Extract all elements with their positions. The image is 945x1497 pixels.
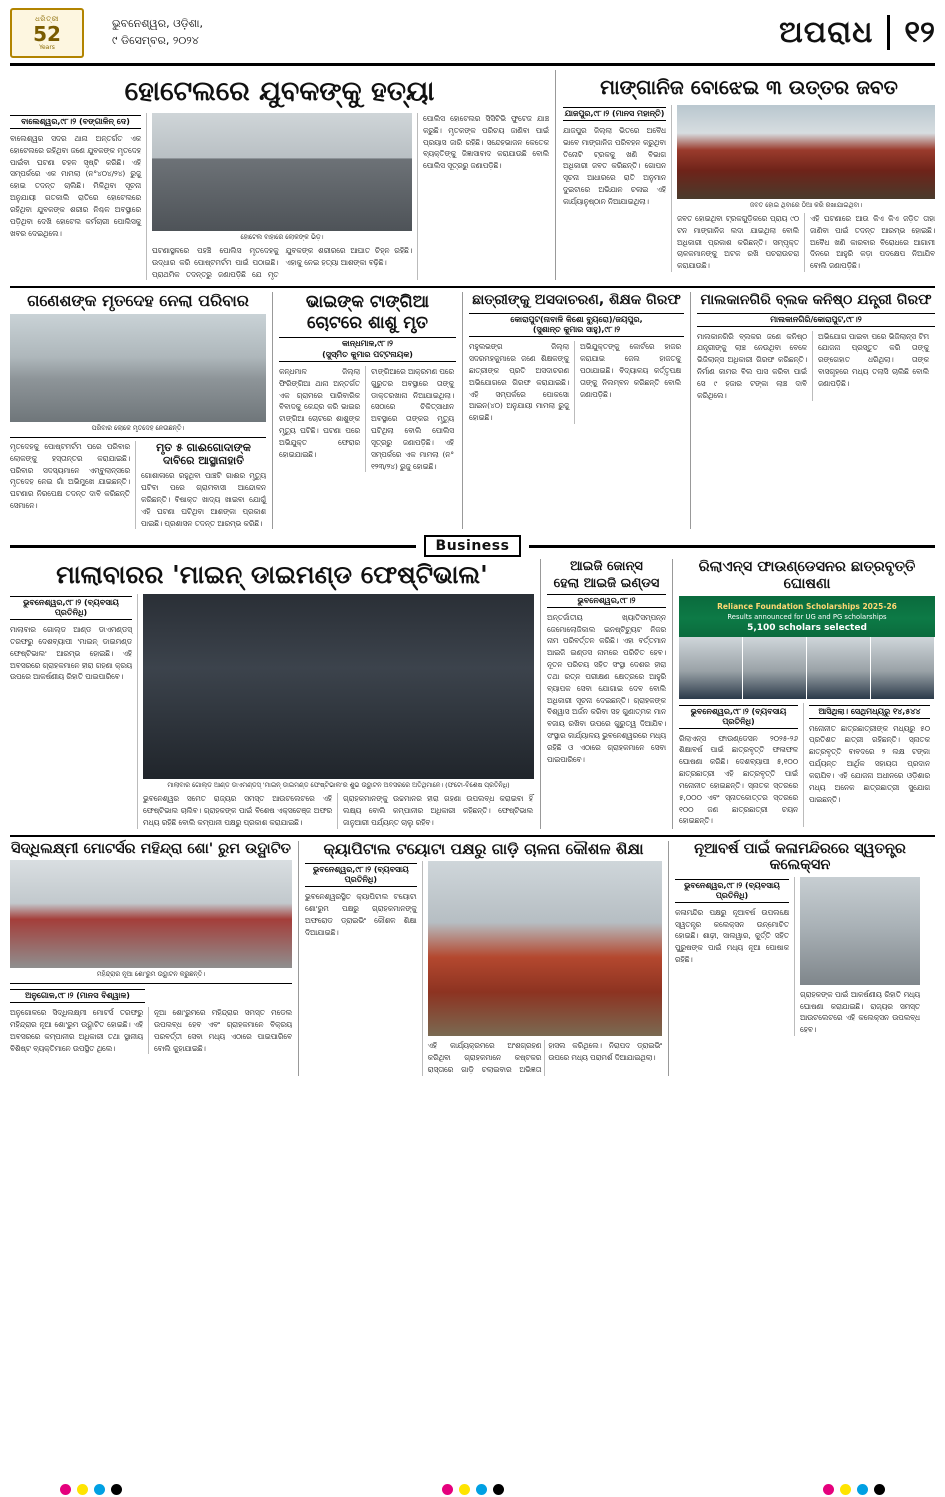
logo-anniversary-number: 52 [33,21,61,46]
lead-left-col1: ବାଲେଶ୍ୱର ସଦର ଥାନା ଅନ୍ତର୍ଗତ ଏକ ହୋଟେଲରେ ରହିଥିବା ଜଣେ ଯୁବକଙ୍କ ମୃତଦେହ ପାଇଁବା ଘଟଣା ଚହଳ ସୃଷ୍ଟି କରିଛି। ଏହି ସମ୍ପର୍କରେ ଏକ ମାମଲା (ନ°୪୦୪/୨୪) ରୁଜୁ ହୋଇ ତଦନ୍ତ ଚାଲିଛି। ମିଳିଥିବା ସୂଚନା ଅନୁଯାୟୀ ଗତକାଲି ରାତିରେ ହୋଟେଲରେ ରହିଥିବା ଯୁବକଙ୍କ ଶରୀର ନିଶ୍ଚଳ ଅବସ୍ଥାରେ ପଡ଼ିଥିବା ଦେଖି ହୋଟେଲ କର୍ମଚାରୀ ପୋଲିସକୁ ଖବର ଦେଇଥିଲେ। [10,134,141,238]
swatch-magenta [442,1484,453,1495]
reliance-banner-line2: Results announced for UG and PG scholarships [727,612,887,621]
malkangiri-col1: ମାଲକାନଗିରି ବ୍ଲକର ଜଣେ କନିଷ୍ଠ ଯନ୍ତ୍ରୀଙ୍କୁ ଲାଞ୍ଚ ନେଉଥିବା ବେଳେ ଭିଜିଲାନ୍ସ ଅଧିକାରୀ ଗିରଫ କରିଛନ୍ତି। ନିର୍ମାଣ କାମର ବିଲ ପାସ କରିବା ପାଇଁ ସେ ୯ ହଜାର ଟଙ୍କା ଲାଞ୍ଚ ଦାବି କରିଥିଲେ। [697,331,807,400]
igi-text: ଅନ୍ତର୍ଜାତୀୟ ଖ୍ୟାତିସମ୍ପନ୍ନ ଜେମୋଲୋଜିକାଲ ଇନଷ୍ଟିଚ୍ୟୁଟ ନିଜର ନାମ ପରିବର୍ତ୍ତନ କରିଛି। ଏହା ବର୍ତ୍ତମାନ ଆଇଜି ଇଣ୍ଡସ ନାମରେ ପରିଚିତ ହେବ। ନୂତନ ପରିଚୟ ସହିତ ସଂସ୍ଥା ଦେଶର ହୀରା ତଥା ରତ୍ନ ପରୀକ୍ଷଣ କ୍ଷେତ୍ରରେ ଆହୁରି ବ୍ୟାପକ ସେବା ଯୋଗାଇ ଦେବ ବୋଲି ଅଧିକାରୀ ସୂଚନା ଦେଇଛନ୍ତି। ଗ୍ରାହକଙ୍କ ବିଶ୍ୱାସ ଅର୍ଜନ କରିବା ସହ ଗୁଣାତ୍ମକ ମାନ ବଜାୟ ରଖିବା ଉପରେ ଗୁରୁତ୍ୱ ଦିଆଯିବ। ସଂସ୍ଥାର କାର୍ଯ୍ୟାଳୟ ଭୁବନେଶ୍ୱରରେ ମଧ୍ୟ ରହିଛି ଓ ଏଠାରେ ଗ୍ରାହକମାନେ ସେବା ପାଇପାରିବେ। [547,612,666,764]
masthead [10,6,935,66]
lead-left-photo-caption: ହୋଟେଲ ବାହାରେ ଲୋକଙ୍କ ଭିଡ଼। [240,233,324,242]
swatches-right [823,1484,885,1495]
business-label: Business [424,535,522,557]
swatch-cyan [857,1484,868,1495]
teacher-col2: ଅଭିଯୁକ୍ତଙ୍କୁ କୋର୍ଟରେ ହାଜର କରାଯାଇ ଜେଲ ହାଜତକୁ ପଠାଯାଇଛି। ବିଦ୍ୟାଳୟ କର୍ତ୍ତୃପକ୍ଷ ତାଙ୍କୁ ନିଲମ୍ବନ କରିଛନ୍ତି ବୋଲି ଜଣାପଡ଼ିଛି। [580,342,681,399]
teacher-col1: ମହୁଲଭଙ୍ଗ ଜିଲ୍ଲା ସଦରମହକୁମାରେ ଜଣେ ଶିକ୍ଷକଙ୍କୁ ଛାତ୍ରୀଙ୍କ ପ୍ରତି ଅସଦାଚରଣ ଅଭିଯୋଗରେ ଗିରଫ କରାଯାଇଛି। ଏହି ସମ୍ପର୍କରେ ପୋକସୋ ଆଇନ(୪୦) ଅନୁଯାୟୀ ମାମଲା ରୁଜୁ ହୋଇଛି। [469,342,569,423]
toyota-col1: ଭୁବନେଶ୍ୱରସ୍ଥିତ କ୍ୟାପିଟାଲ ଟୟୋଟା ଶୋ'ରୁମ ପକ୍ଷରୁ ଗ୍ରାହକମାନଙ୍କୁ ଅଫରୋଡ ଡ୍ରାଇଭିଂ କୌଶଳ ଶିକ୍ଷା ଦିଆଯାଇଛି। [305,892,417,937]
lead-right-col2: ଜବତ ହୋଇଥିବା ଟ୍ରକଗୁଡ଼ିକରେ ପ୍ରାୟ ୯୦ ଟନ ମାଙ୍ଗାନିଜ ଲଦା ଯାଇଥିଲା ବୋଲି ଅଧିକାରୀ ପ୍ରକାଶ କରିଛନ୍ତି। ସମ୍ପୃକ୍ତ ଚାଳକମାନଙ୍କୁ ଅଟକ ରଖି ପଚରାଉଚରା କରାଯାଉଛି। [677,214,799,271]
sidhilaxmi-photo [10,860,292,968]
igi-dateline: ଭୁବନେଶ୍ୱର,୯୮।୨ [547,594,666,608]
story-dead-5 [136,441,266,529]
swatch-yellow [840,1484,851,1495]
taangia-headline-line2: ଚୋଟରେ ଶାଶୁ ମୃତ [306,312,429,333]
story-toyota [298,841,668,1076]
sidhilaxmi-headline: ସିଦ୍ଧିଲକ୍ଷ୍ମୀ ମୋଟର୍ସର ମହିନ୍ଦ୍ରା ଶୋ' ରୁମ ଉଦ୍ଘାଟିତ [11,840,291,857]
middle-stories-row [10,292,935,529]
malabar-photo [143,594,534,779]
malkangiri-col2: ଅଭିଯୋଗ ପାଇବା ପରେ ଭିଜିଲାନ୍ସ ଟିମ ଯୋଜନା ପ୍ରସ୍ତୁତ କରି ତାଙ୍କୁ ରଙ୍ଗେହାତ ଧରିଥିଲା। ତାଙ୍କ ବାସଗୃହରେ ମଧ୍ୟ ତଲାସି ଚାଲିଛି ବୋଲି ଜଣାପଡ଼ିଛି। [818,331,929,388]
sidhilaxmi-dateline: ଅନୁଗୋଳ,୯୮।୨ (ମାନସ ବିଶ୍ୱାଳ) [10,989,145,1003]
lead-right-headline: ମାଙ୍ଗାନିଜ ବୋଝେଇ ୩ ଉତ୍ତର ଜବତ [600,75,898,99]
page-number: ୧୨ [887,15,935,50]
toyota-col2: ଏହି କାର୍ଯ୍ୟକ୍ରମରେ ଅଂଶଗ୍ରହଣ କରିଥିବା ଗ୍ରାହକମାନେ କଷ୍ଟକର ରାସ୍ତାରେ ଗାଡ଼ି ଚଲାଇବାର ଅଭିଜ୍ଞତା ହାସଲ କରିଥିଲେ। ନିରାପଦ ଡ୍ରାଇଭିଂ ଉପରେ ମଧ୍ୟ ପରାମର୍ଶ ଦିଆଯାଇଥିଲା। [427,1041,662,1074]
taangia-col2: ଟାଙ୍ଗିଆରେ ଆକ୍ରମଣ ପରେ ଗୁରୁତର ଅବସ୍ଥାରେ ତାଙ୍କୁ ଡାକ୍ତରଖାନା ନିଆଯାଇଥିଲା। ସେଠାରେ ଚିକିତ୍ସାଧୀନ ଅବସ୍ଥାରେ ତାଙ୍କର ମୃତ୍ୟୁ ଘଟିଥିଲା ବୋଲି ପୋଲିସ ସୂତ୍ରରୁ ଜଣାପଡ଼ିଛି। ଏହି ସମ୍ପର୍କରେ ଏକ ମାମଲା (ନ° ୧୨୩/୨୪) ରୁଜୁ ହୋଇଛି। [371,367,454,471]
teacher-dateline-line2: (ସୁଶାନ୍ତ କୁମାର ସାହୁ),୯୮।୨ [532,324,621,334]
swatch-black [493,1484,504,1495]
igi-headline-line2: ହେଲା ଆଇଜି ଇଣ୍ଡସ [553,575,660,591]
reliance-headline: ରିଲାଏନ୍ସ ଫାଉଣ୍ଡେସନର ଛାତ୍ରବୃତ୍ତି ଘୋଷଣା [698,559,916,592]
logo-name: ଧରିତ୍ରୀ [35,14,59,23]
taangia-dateline-line2: (ସୁସ୍ମିତ କୁମାର ପଟ୍ଟନାୟକ) [322,349,413,359]
reliance-banner-line1: Reliance Foundation Scholarships 2025-26 [717,601,897,611]
toyota-photo [428,861,662,1036]
taangia-col1: କନ୍ଧମାଳ ଜିଲ୍ଲା ଫିରିଙ୍ଗିଆ ଥାନା ଅନ୍ତର୍ଗତ ଏକ ଗ୍ରାମରେ ପାରିବାରିକ ବିବାଦକୁ କେନ୍ଦ୍ର କରି ଭାଇର ଟାଙ୍ଗିଆ ଚୋଟରେ ଶାଶୁଙ୍କ ମୃତ୍ୟୁ ଘଟିଛି। ଘଟଣା ପରେ ଅଭିଯୁକ୍ତ ଫେରାର ହୋଇଯାଇଛି। [279,367,360,459]
lead-left-photo [152,113,412,231]
story-kalamandir [668,841,925,1076]
swatches-left [60,1484,122,1495]
lead-right-col3: ଏହି ଘଟଣାରେ ଆଉ କିଏ କିଏ ଜଡ଼ିତ ତାହା ଜାଣିବା ପାଇଁ ତଦନ୍ତ ଆରମ୍ଭ ହୋଇଛି। ଅବୈଧ ଖଣି କାରବାର ବିରୋଧରେ ଆଗାମୀ ଦିନରେ ଆହୁରି କଡ଼ା ପଦକ୍ଷେପ ନିଆଯିବ ବୋଲି ଜଣାପଡ଼ିଛି। [810,214,935,271]
reliance-col2: ମନୋନୀତ ଛାତ୍ରଛାତ୍ରୀଙ୍କ ମଧ୍ୟରୁ ୫୦ ପ୍ରତିଶତ ଛାତ୍ରୀ ରହିଛନ୍ତି। ସ୍ନାତକ ଛାତ୍ରବୃତ୍ତି ବାବଦରେ ୨ ଲକ୍ଷ ଟଙ୍କା ପର୍ଯ୍ୟନ୍ତ ଆର୍ଥିକ ସହାୟତା ପ୍ରଦାନ କରାଯିବ। ଏହି ଯୋଜନା ଅଧୀନରେ ଓଡ଼ିଶାର ମଧ୍ୟ ଅନେକ ଛାତ୍ରଛାତ୍ରୀ ସୁଯୋଗ ପାଇଛନ୍ତି। [809,723,930,804]
story-sidhilaxmi [10,841,298,1076]
top-lead-row [10,70,935,280]
reliance-dateline-right: ଆସିଥିଲା। ସେଥିମଧ୍ୟରୁ ୧୪,୫୪୪ [809,705,930,719]
swatch-magenta [60,1484,71,1495]
ganesh-caption: ପରିବାର ଲୋକେ ମୃତଦେହ ନେଉଛନ୍ତି। [91,423,185,432]
logo-years-label: Years [39,43,55,51]
ganesh-photo [10,314,266,422]
story-malabar [10,559,540,828]
reliance-col1: ରିଲାଏନ୍ସ ଫାଉଣ୍ଡେସନ ୨୦୨୫-୨୬ ଶିକ୍ଷାବର୍ଷ ପାଇଁ ଛାତ୍ରବୃତ୍ତି ଫଳାଫଳ ଘୋଷଣା କରିଛି। ଦେଶବ୍ୟାପୀ ୫,୧୦୦ ଛାତ୍ରଛାତ୍ରୀ ଏହି ଛାତ୍ରବୃତ୍ତି ପାଇଁ ମନୋନୀତ ହୋଇଛନ୍ତି। ସ୍ନାତକ ସ୍ତରରେ ୫,୦୦୦ ଏବଂ ସ୍ନାତକୋତ୍ତର ସ୍ତରରେ ୧୦୦ ଜଣ ଛାତ୍ରଛାତ୍ରୀ ଚୟନ ହୋଇଛନ୍ତି। [679,733,798,826]
business-main-row [10,559,935,828]
swatch-magenta [823,1484,834,1495]
teacher-dateline-line1: କୋରାପୁଟ(ନାବାଳି କିଶୋ ବ୍ୟୁରୋ)/ଜୟପୁର, [510,314,643,324]
swatches-mid [122,1484,823,1495]
swatch-yellow [77,1484,88,1495]
story-taangia [272,292,462,529]
swatch-black [874,1484,885,1495]
lead-right-dateline: ଯାଜପୁର,୯୮।୨ (ମାନସ ମହାନ୍ତି) [563,107,666,121]
dead5-headline-line1: ମୃତ ୫ ଗାଈଗୋଦାଙ୍କ [156,440,251,454]
malabar-col2: ଭୁବନେଶ୍ୱର ସମେତ ରାଜ୍ୟର ସମସ୍ତ ଆଉଟଲେଟରେ ଏହି ଫେଷ୍ଟିଭାଲ ଚାଲିବ। ଗ୍ରାହକଙ୍କ ପାଇଁ ବିଶେଷ ଏକ୍ସଚେଞ୍ଜ ଅଫର ମଧ୍ୟ ରହିଛି ବୋଲି କମ୍ପାନୀ ପକ୍ଷରୁ ପ୍ରକାଶ କରାଯାଇଛି। [143,794,332,827]
lead-left-dateline: ବାଲେଶ୍ୱର,୯୮।୨ (ବଙ୍ଗାଳିନ୍ ଦେ) [10,115,141,129]
swatch-yellow [459,1484,470,1495]
reliance-banner [679,596,935,637]
reliance-dateline-left: ଭୁବନେଶ୍ୱର,୯୮।୨ (ବ୍ୟବସାୟ ପ୍ରତିନିଧି) [679,705,798,729]
malabar-col3: ଗ୍ରାହକମାନଙ୍କୁ ଉଚ୍ଚମାନର ହୀରା ଗହଣା ଉପଲବ୍ଧ କରାଇବା ହିଁ ଲକ୍ଷ୍ୟ ବୋଲି କମ୍ପାନୀର ଅଧିକାରୀ କହିଛନ୍ତି। ଫେଷ୍ଟିଭାଲ ଜାନୁଆରୀ ପର୍ଯ୍ୟନ୍ତ ଚାଲୁ ରହିବ। [343,794,533,827]
sidhilaxmi-col1: ଅନୁଗୋଳରେ ସିଦ୍ଧିଲକ୍ଷ୍ମୀ ମୋଟର୍ସ ତରଫରୁ ମହିନ୍ଦ୍ରାର ନୂଆ ଶୋ'ରୁମ ଉଦ୍ଘାଟିତ ହୋଇଛି। ଏହି ଅବସରରେ କମ୍ପାନୀର ଅଧିକାରୀ ତଥା ସ୍ଥାନୀୟ ବିଶିଷ୍ଟ ବ୍ୟକ୍ତିମାନେ ଉପସ୍ଥିତ ଥିଲେ। [10,1008,143,1053]
lead-left-col3: ପୋଲିସ ହୋଟେଲର ସିସିଟିଭି ଫୁଟେଜ ଯାଞ୍ଚ କରୁଛି। ମୃତକଙ୍କ ପରିଚୟ ଜାଣିବା ପାଇଁ ପ୍ରୟାସ ଜାରି ରହିଛି। ସନ୍ଦେହଭାଜନ କେତେକ ବ୍ୟକ୍ତିଙ୍କୁ ଜିଜ୍ଞାସାବାଦ କରାଯାଉଛି ବୋଲି ପୋଲିସ ସୂତ୍ରରୁ ଜଣାପଡ଼ିଛି। [423,114,549,171]
business-section-bar [10,535,935,557]
business-bottom-row [10,841,935,1076]
story-ganesh-body [10,292,272,529]
taangia-dateline-line1: କାନ୍ଧମାଳ,୯୮।୨ [341,339,394,349]
malkangiri-headline: ମାଲକାନଗିରି ବ୍ଲକ କନିଷ୍ଠ ଯନ୍ତ୍ରୀ ଗିରଫ [700,292,932,309]
divider-top [10,286,935,288]
sidhilaxmi-caption: ମହିନ୍ଦ୍ରାର ନୂଆ ଶୋ'ରୁମ ଉଦ୍ଘାଟନ କରୁଛନ୍ତି। [96,970,206,979]
igi-headline-line1: ଆଇଜି ଜୋନ୍ସ [570,559,643,575]
swatch-cyan [476,1484,487,1495]
toyota-dateline: ଭୁବନେଶ୍ୱର,୯୮।୨ (ବ୍ୟବସାୟ ପ୍ରତିନିଧି) [305,863,417,887]
reliance-banner-photo [679,637,935,699]
toyota-headline: କ୍ୟାପିଟାଲ ଟୟୋଟା ପକ୍ଷରୁ ଗାଡ଼ି ଚାଳନା କୌଶଳ ଶିକ୍ଷା [323,839,644,858]
malkangiri-dateline: ମାଲକାନଗିରି/କୋରାପୁଟ,୯୮।୨ [697,313,935,327]
lead-right-photo [677,105,935,199]
story-malkangiri [690,292,935,529]
dead5-headline-line2: ଦାବିରେ ଆସ୍ଥାନାହାତି [162,454,245,468]
masthead-place: ଭୁବନେଶ୍ୱର, ଓଡ଼ିଶା, [112,17,203,30]
taangia-headline-line1: ଭାଇଙ୍କ ଟାଙ୍ଗିଆ [305,292,430,313]
publication-logo [10,8,84,58]
kalamandir-headline: ନୂଆବର୍ଷ ପାଇଁ କଳାମନ୍ଦିରରେ ସ୍ୱତନ୍ତ୍ର କଲେକ୍ସନ [694,840,906,874]
reliance-banner-line3: 5,100 scholars selected [747,622,867,633]
sidhilaxmi-col2: ନୂଆ ଶୋ'ରୁମରେ ମହିନ୍ଦ୍ରାର ସମସ୍ତ ମଡେଲ ଉପଲବ୍ଧ ହେବ ଏବଂ ଗ୍ରାହକମାନେ ବିକ୍ରୟ ପରବର୍ତ୍ତୀ ସେବା ମଧ୍ୟ ଏଠାରେ ପାଇପାରିବେ ବୋଲି କୁହାଯାଇଛି। [154,1008,292,1053]
lead-story-left [10,70,555,280]
lead-left-headline: ହୋଟେଲରେ ଯୁବକଙ୍କୁ ହତ୍ୟା [124,76,435,107]
story-reliance [672,559,935,828]
ganesh-text: ମୃତଦେହକୁ ପୋଷ୍ଟମର୍ଟମ ପରେ ପରିବାର ଲୋକଙ୍କୁ ହସ୍ତାନ୍ତର କରାଯାଇଛି। ପରିବାର ସଦସ୍ୟମାନେ ଏମ୍ବୁଲାନ୍ସରେ ମୃତଦେହ ନେଇ ଗାଁ ଅଭିମୁଖେ ଯାଇଛନ୍ତି। ଘଟଣାର ନିରପେକ୍ଷ ତଦନ୍ତ ଦାବି କରିଛନ୍ତି ସେମାନେ। [10,441,130,510]
swatch-cyan [94,1484,105,1495]
divider-business [10,835,935,837]
lead-right-photo-caption: ଜବତ ହୋଇ ଥିବାରେ ଠିଆ କରି ରଖାଯାଇଥିବା। [749,201,863,209]
malabar-caption: ମାଲାବାର ଗୋଲ୍ଡ ଆଣ୍ଡ ଡାଏମଣ୍ଡସ୍ 'ମାଇନ୍ ଡାଇମଣ୍ଡ ଫେଷ୍ଟିଭାଲ'ର ଶୁଭ ଉଦ୍ଘାଟନ ଅବସରରେ ଅତିଥିମାନେ। (ଫଟୋ-ବିଶେଷ ପ୍ରତିନିଧି) [167,781,510,790]
malabar-dateline: ଭୁବନେଶ୍ୱର,୯୮।୨ (ବ୍ୟବସାୟ ପ୍ରତିନିଧି) [10,596,132,620]
color-registration-bar [0,1481,945,1497]
malabar-headline: ମାଲାବାରର 'ମାଇନ୍ ଡାଇମଣ୍ଡ ଫେଷ୍ଟିଭାଲ' [56,560,488,590]
dead5-text: ଗୋଶାଳାରେ ରହୁଥିବା ପାଞ୍ଚଟି ଗାଈର ମୃତ୍ୟୁ ଘଟିବା ପରେ ଗ୍ରାମବାସୀ ଆନ୍ଦୋଳନ କରିଛନ୍ତି। ବିଷାକ୍ତ ଖାଦ୍ୟ ଖାଇବା ଯୋଗୁଁ ଏହି ଘଟଣା ଘଟିଥିବା ଆଶଙ୍କା ପ୍ରକାଶ ପାଇଛି। ପ୍ରଶାସନ ତଦନ୍ତ ଆରମ୍ଭ କରିଛି। [141,471,266,528]
kalamandir-photo [800,877,920,985]
kalamandir-dateline: ଭୁବନେଶ୍ୱର,୯୮।୨ (ବ୍ୟବସାୟ ପ୍ରତିନିଧି) [675,879,789,903]
section-title: ଅପରାଧ [779,15,874,50]
story-igi [540,559,672,828]
kalamandir-col2: ଗ୍ରାହକଙ୍କ ପାଇଁ ଆକର୍ଷଣୀୟ ରିହାତି ମଧ୍ୟ ଘୋଷଣା କରାଯାଇଛି। ରାଜ୍ୟର ସମସ୍ତ ଆଉଟଲେଟରେ ଏହି କଲେକ୍ସନ ଉପଲବ୍ଧ ହେବ। [800,989,920,1035]
lead-right-col1: ଯାଜପୁର ଜିଲ୍ଲା ଭିତରେ ଅବୈଧ ଭାବେ ମାଙ୍ଗାନିଜ ପରିବହନ କରୁଥିବା ତିନୋଟି ଟ୍ରକକୁ ଖଣି ବିଭାଗ ଅଧିକାରୀ ଜବତ କରିଛନ୍ତି। ଗୋପନ ସୂଚନା ଆଧାରରେ ରାତି ଅନୁମାନ ଦୁଇଟାରେ ଅଭିଯାନ ଚଳାଇ ଏହି କାର୍ଯ୍ୟାନୁଷ୍ଠାନ ନିଆଯାଇଥିଲା। [563,126,666,206]
lead-left-col2: ଘଟଣାସ୍ଥଳରେ ପହଞ୍ଚି ପୋଲିସ ମୃତଦେହକୁ ଉଦ୍ଧାର କରି ପୋଷ୍ଟମର୍ଟମ ପାଇଁ ପଠାଇଛି। ପ୍ରାଥମିକ ତଦନ୍ତରୁ ଜଣାପଡ଼ିଛି ଯେ ମୃତ ଯୁବକଙ୍କ ଶରୀରରେ ଆଘାତ ଚିହ୍ନ ରହିଛି। ଏହାକୁ ନେଇ ହତ୍ୟା ଆଶଙ୍କା ବଢ଼ିଛି। [152,246,412,279]
masthead-date: ୯ ଡିସେମ୍ବର, ୨୦୨୪ [112,33,199,47]
swatch-black [111,1484,122,1495]
malabar-col1: ମାଲାବାର ଗୋଲ୍ଡ ଆଣ୍ଡ ଡାଏମଣ୍ଡସ୍ ତରଫରୁ ଦେଶବ୍ୟାପୀ 'ମାଇନ୍ ଡାଇମଣ୍ଡ ଫେଷ୍ଟିଭାଲ' ଆରମ୍ଭ ହୋଇଛି। ଏହି ଅବସରରେ ଗ୍ରାହକମାନେ ହୀରା ଗହଣା କ୍ରୟ ଉପରେ ଆକର୍ଷଣୀୟ ରିହାତି ପାଇପାରିବେ। [10,625,132,682]
kalamandir-col1: କଳାମନ୍ଦିର ପକ୍ଷରୁ ନୂଆବର୍ଷ ଉପଲକ୍ଷେ ସ୍ୱତନ୍ତ୍ର କଲେକ୍ସନ ଉନ୍ମୋଚିତ ହୋଇଛି। ଶାଢ଼ୀ, ସାଲୱାର, କୁର୍ତ୍ତି ସହିତ ପୁରୁଷଙ୍କ ପାଇଁ ମଧ୍ୟ ନୂଆ ପୋଷାକ ରହିଛି। [675,907,789,965]
story-teacher-arrest [462,292,690,529]
masthead-place-date [112,16,203,49]
teacher-headline: ଛାତ୍ରୀଙ୍କୁ ଅସଦାଚରଣ, ଶିକ୍ଷକ ଗିରଫ [472,292,681,309]
lead-story-right [555,70,935,280]
ganesh-headline: ଗଣେଶଙ୍କ ମୃତଦେହ ନେଲା ପରିବାର [27,291,249,311]
